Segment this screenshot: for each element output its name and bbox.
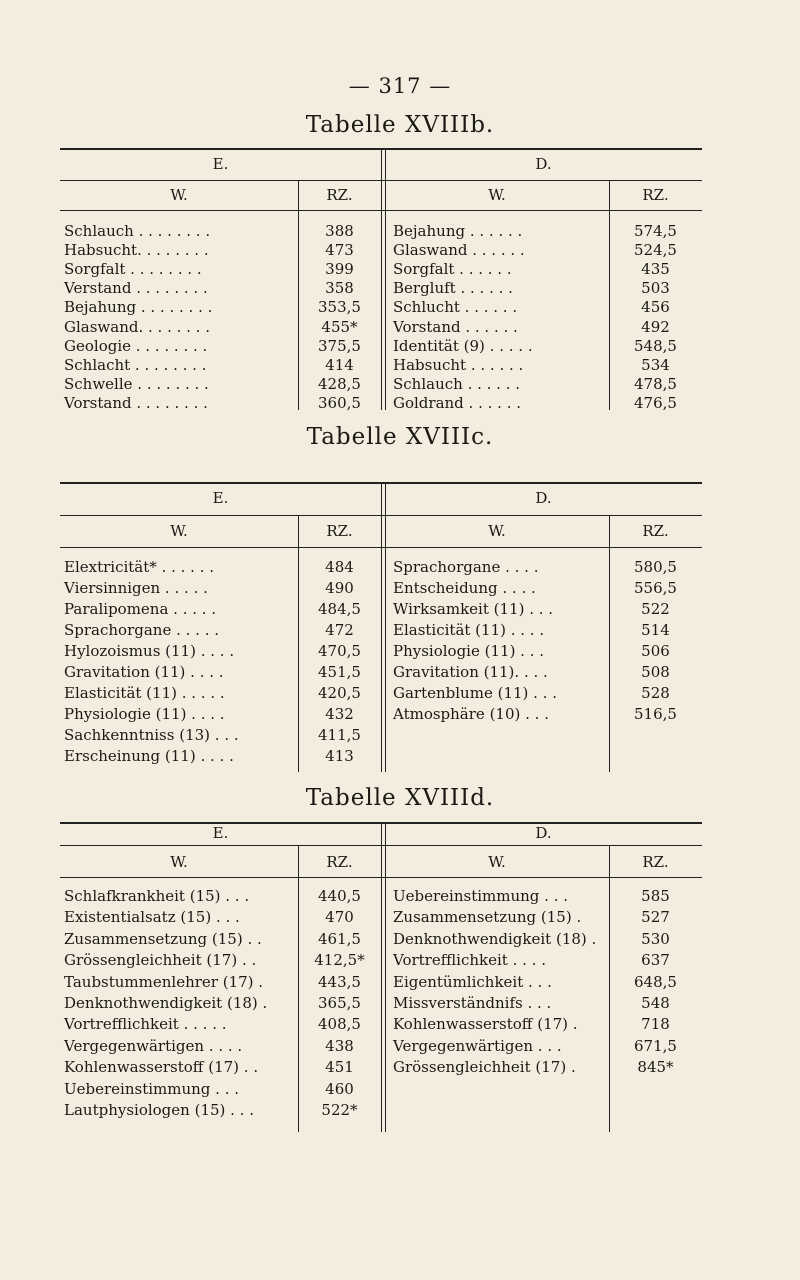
right-word: Glaswand . . . . . . [393, 241, 525, 260]
col-header-rz: RZ. [326, 853, 353, 871]
right-word: Grössengleichheit (17) . [393, 1058, 576, 1077]
left-rz: 420,5 [318, 684, 361, 702]
right-word: Schlauch . . . . . . [393, 374, 521, 393]
left-rz: 365,5 [318, 994, 361, 1012]
right-rz: 476,5 [634, 393, 677, 412]
left-word: Habsucht. . . . . . . . [64, 241, 209, 260]
left-word: Sachkenntniss (13) . . . [64, 726, 239, 744]
right-word: Uebereinstimmung . . . [393, 887, 569, 905]
right-rz: 548 [641, 994, 670, 1012]
right-rz: 522 [641, 600, 670, 618]
group-header-d: D. [535, 824, 552, 842]
group-header-d: D. [535, 155, 552, 173]
left-rz: 470,5 [318, 642, 361, 660]
left-word: Uebereinstimmung . . . [64, 1079, 240, 1098]
left-rz: 412,5* [314, 951, 365, 970]
left-rz: 522* [321, 1101, 358, 1119]
table-xviiic [60, 482, 702, 772]
right-rz: 534 [641, 355, 670, 374]
right-rz: 648,5 [634, 972, 677, 991]
left-rz: 455* [321, 317, 358, 336]
left-rz: 473 [325, 241, 354, 260]
col-header-rz: RZ. [642, 522, 669, 540]
right-word: Kohlenwasserstoff (17) . [393, 1015, 578, 1034]
right-rz: 528 [641, 684, 670, 702]
right-word: Sorgfalt . . . . . . [393, 260, 512, 279]
left-rz: 408,5 [318, 1015, 361, 1034]
col-header-w: W. [170, 186, 188, 204]
left-rz: 399 [325, 260, 354, 279]
right-word: Habsucht . . . . . . [393, 355, 524, 374]
table-title-xviiib: Tabelle XVIIIb. [305, 112, 495, 138]
left-rz: 360,5 [318, 393, 361, 412]
right-word: Vorstand . . . . . . [393, 317, 518, 336]
right-rz: 548,5 [634, 336, 677, 355]
right-rz: 503 [641, 279, 670, 298]
right-word: Gartenblume (11) . . . [393, 684, 557, 702]
left-word: Lautphysiologen (15) . . . [64, 1101, 254, 1119]
left-word: Hylozoismus (11) . . . . [64, 642, 235, 660]
left-rz: 428,5 [318, 374, 361, 393]
right-rz: 506 [641, 642, 670, 660]
left-word: Schlacht . . . . . . . . [64, 355, 207, 374]
right-word: Identität (9) . . . . . [393, 336, 533, 355]
left-word: Viersinnigen . . . . . [64, 579, 208, 597]
right-rz: 574,5 [634, 222, 677, 240]
left-rz: 358 [325, 279, 354, 298]
left-rz: 451 [325, 1058, 354, 1077]
left-word: Elasticität (11) . . . . . [64, 684, 225, 702]
left-rz: 438 [325, 1036, 354, 1055]
table-xviiib [60, 148, 702, 410]
right-word: Zusammensetzung (15) . [393, 908, 582, 927]
col-header-rz: RZ. [326, 522, 353, 540]
left-word: Sorgfalt . . . . . . . . [64, 260, 202, 279]
right-rz: 718 [641, 1015, 670, 1034]
right-rz: 514 [641, 621, 670, 639]
left-word: Geologie . . . . . . . . [64, 336, 208, 355]
col-header-rz: RZ. [326, 186, 353, 204]
right-rz: 478,5 [634, 374, 677, 393]
left-word: Paralipomena . . . . . [64, 600, 217, 618]
left-word: Vorstand . . . . . . . . [64, 393, 208, 412]
right-word: Wirksamkeit (11) . . . [393, 600, 554, 618]
left-rz: 472 [325, 621, 354, 639]
right-word: Bergluft . . . . . . [393, 279, 513, 298]
left-rz: 413 [325, 747, 354, 765]
right-word: Missverständnifs . . . [393, 994, 552, 1012]
left-word: Zusammensetzung (15) . . [64, 929, 262, 948]
right-rz: 435 [641, 260, 670, 279]
right-rz: 456 [641, 298, 670, 317]
left-word: Physiologie (11) . . . . [64, 705, 225, 723]
col-header-w: W. [170, 522, 188, 540]
group-header-d: D. [535, 489, 552, 507]
left-rz: 388 [325, 222, 354, 240]
right-word: Schlucht . . . . . . [393, 298, 518, 317]
left-rz: 484 [325, 558, 354, 576]
left-word: Grössengleichheit (17) . . [64, 951, 257, 970]
right-rz: 637 [641, 951, 670, 970]
left-rz: 432 [325, 705, 354, 723]
left-word: Glaswand. . . . . . . . [64, 317, 210, 336]
left-rz: 490 [325, 579, 354, 597]
left-word: Bejahung . . . . . . . . [64, 298, 213, 317]
right-word: Eigentümlichkeit . . . [393, 972, 552, 991]
left-rz: 451,5 [318, 663, 361, 681]
group-header-e: E. [212, 824, 229, 842]
left-word: Existentialsatz (15) . . . [64, 908, 240, 927]
col-header-w: W. [488, 186, 506, 204]
group-header-e: E. [212, 155, 229, 173]
left-word: Schwelle . . . . . . . . [64, 374, 209, 393]
right-rz: 585 [641, 887, 670, 905]
left-rz: 470 [325, 908, 354, 927]
col-header-w: W. [488, 853, 506, 871]
right-word: Denknothwendigkeit (18) . [393, 929, 597, 948]
right-rz: 516,5 [634, 705, 677, 723]
right-rz: 524,5 [634, 241, 677, 260]
right-word: Elasticität (11) . . . . [393, 621, 545, 639]
right-rz: 845* [637, 1058, 674, 1077]
right-rz: 508 [641, 663, 670, 681]
left-rz: 411,5 [318, 726, 361, 744]
right-word: Atmosphäre (10) . . . [393, 705, 549, 723]
right-rz: 530 [641, 929, 670, 948]
left-word: Schlafkrankheit (15) . . . [64, 887, 250, 905]
left-rz: 484,5 [318, 600, 361, 618]
page-number: — 317 — [348, 74, 452, 98]
right-rz: 492 [641, 317, 670, 336]
right-rz: 527 [641, 908, 670, 927]
right-rz: 580,5 [634, 558, 677, 576]
right-word: Vergegenwärtigen . . . [393, 1036, 562, 1055]
left-word: Denknothwendigkeit (18) . [64, 994, 268, 1012]
table-title-xviiic: Tabelle XVIIIc. [306, 424, 494, 450]
left-rz: 461,5 [318, 929, 361, 948]
left-word: Sprachorgane . . . . . [64, 621, 220, 639]
left-word: Gravitation (11) . . . . [64, 663, 224, 681]
right-word: Sprachorgane . . . . [393, 558, 539, 576]
left-word: Schlauch . . . . . . . . [64, 222, 211, 240]
left-word: Vergegenwärtigen . . . . [64, 1036, 243, 1055]
left-word: Taubstummenlehrer (17) . [64, 972, 264, 991]
table-title-xviiid: Tabelle XVIIId. [305, 785, 495, 811]
left-rz: 353,5 [318, 298, 361, 317]
left-word: Elextricität* . . . . . . [64, 558, 214, 576]
right-rz: 556,5 [634, 579, 677, 597]
col-header-rz: RZ. [642, 853, 669, 871]
left-word: Vortrefflichkeit . . . . . [64, 1015, 227, 1034]
right-word: Entscheidung . . . . [393, 579, 536, 597]
right-word: Bejahung . . . . . . [393, 222, 523, 240]
group-header-e: E. [212, 489, 229, 507]
left-word: Kohlenwasserstoff (17) . . [64, 1058, 259, 1077]
left-word: Verstand . . . . . . . . [64, 279, 208, 298]
right-word: Vortrefflichkeit . . . . [393, 951, 546, 970]
right-word: Goldrand . . . . . . [393, 393, 522, 412]
right-rz: 671,5 [634, 1036, 677, 1055]
left-rz: 414 [325, 355, 354, 374]
left-rz: 443,5 [318, 972, 361, 991]
col-header-w: W. [170, 853, 188, 871]
left-rz: 440,5 [318, 887, 361, 905]
right-word: Physiologie (11) . . . [393, 642, 545, 660]
left-word: Erscheinung (11) . . . . [64, 747, 234, 765]
left-rz: 460 [325, 1079, 354, 1098]
col-header-w: W. [488, 522, 506, 540]
left-rz: 375,5 [318, 336, 361, 355]
table-xviiid [60, 822, 702, 1132]
right-word: Gravitation (11). . . . [393, 663, 548, 681]
col-header-rz: RZ. [642, 186, 669, 204]
